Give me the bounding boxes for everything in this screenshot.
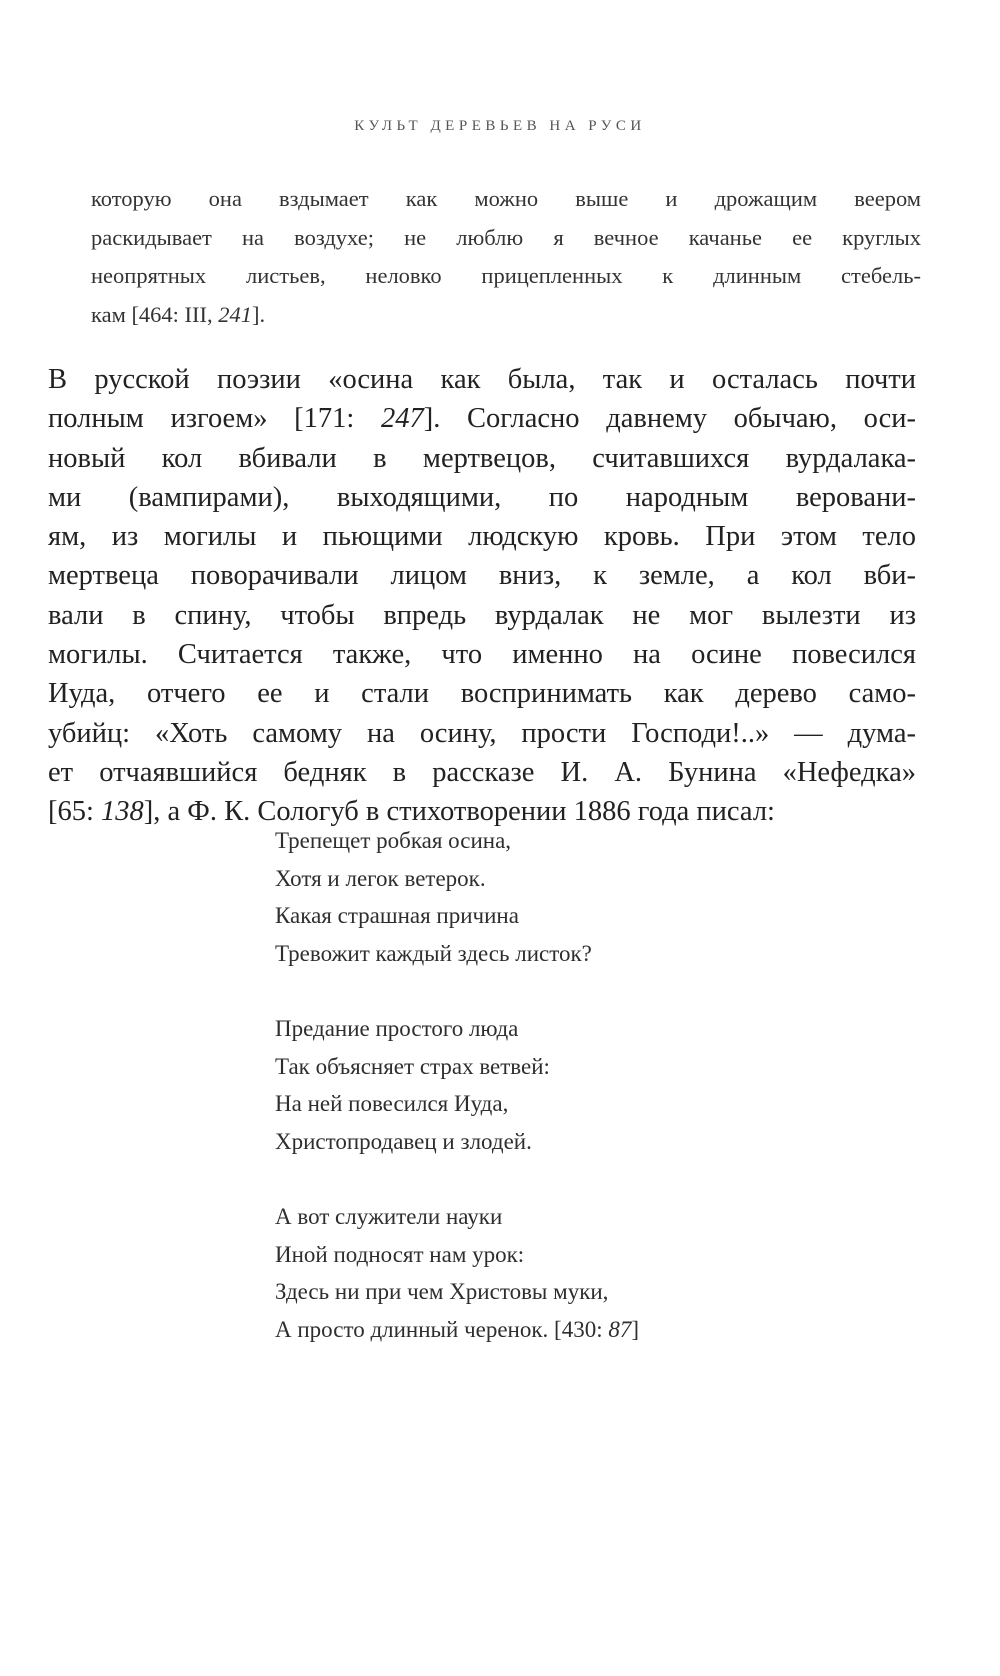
poem-stanza <box>275 1010 835 1160</box>
poem-citation-page: 87 <box>608 1316 632 1342</box>
body-line: вали в спину, чтобы впредь вурдалак не мог вылезти из <box>48 599 916 631</box>
poem-citation-suffix: ] <box>631 1316 640 1342</box>
poem-stanza <box>275 822 835 972</box>
poem-line: На ней повесился Иуда, <box>275 1091 509 1117</box>
body-line: новый кол вбивали в мертвецов, считавшихся вурдалака- <box>48 442 916 474</box>
poem-line: Так объясняет страх ветвей: <box>275 1053 550 1079</box>
quote-citation-suffix: ]. <box>252 301 266 327</box>
poem-citation-prefix: А просто длинный черенок. [430: <box>275 1316 609 1342</box>
body-line: ми (вампирами), выходящими, по народным веровани- <box>48 481 916 513</box>
quote-line <box>91 296 921 335</box>
poem-stanza <box>275 1198 835 1348</box>
poem <box>275 822 835 1348</box>
poem-line <box>275 1311 835 1349</box>
body-line: ям, из могилы и пьющими людскую кровь. При этом тело <box>48 521 916 553</box>
body-line: могилы. Считается также, что именно на осине повесился <box>48 639 916 671</box>
poem-line: Предание простого люда <box>275 1015 519 1041</box>
quote-citation-page: 241 <box>218 301 253 327</box>
poem-line: Здесь ни при чем Христовы муки, <box>275 1279 609 1305</box>
poem-line: Хотя и легок ветерок. <box>275 865 486 891</box>
body-paragraph <box>48 360 916 832</box>
poem-line: А вот служители науки <box>275 1203 503 1229</box>
quote-citation-prefix: кам [464: III, <box>91 301 219 327</box>
citation-prefix: полным изгоем» [171: <box>48 403 381 435</box>
citation-page: 247 <box>380 403 424 435</box>
body-line <box>48 399 916 438</box>
citation-page: 138 <box>101 796 144 828</box>
body-line: В русской поэзии «осина как была, так и осталась почти <box>48 364 916 395</box>
poem-line: Трепещет робкая осина, <box>275 828 512 853</box>
block-quote <box>91 180 921 334</box>
quote-line: раскидывает на воздухе; не люблю я вечное качанье ее круглых <box>91 224 921 250</box>
body-line: мертвеца поворачивали лицом вниз, к земле, а кол вби- <box>48 560 916 592</box>
body-line: убийц: «Хоть самому на осину, прости Господи!..» — дума- <box>48 717 916 749</box>
body-line: ет отчаявшийся бедняк в рассказе И. А. Бунина «Нефедка» <box>48 756 916 788</box>
citation-suffix: ], а Ф. К. Сологуб в стихотворении 1886 года писал: <box>143 796 775 828</box>
quote-line: неопрятных листьев, неловко прицепленных к длинным стебель- <box>91 263 921 288</box>
running-head: КУЛЬТ ДЕРЕВЬЕВ НА РУСИ <box>354 118 646 134</box>
poem-line: Иной подносят нам урок: <box>275 1241 525 1267</box>
poem-line: Тревожит каждый здесь листок? <box>275 940 592 966</box>
citation-prefix: [65: <box>48 796 102 828</box>
poem-line: Какая страшная причина <box>275 903 519 929</box>
body-line: Иуда, отчего ее и стали воспринимать как дерево само- <box>48 678 916 710</box>
poem-line: Христопродавец и злодей. <box>275 1128 532 1154</box>
citation-suffix: ]. Согласно давнему обычаю, оси- <box>423 403 916 435</box>
quote-line: которую она вздымает как можно выше и дрожащим веером <box>91 186 921 211</box>
